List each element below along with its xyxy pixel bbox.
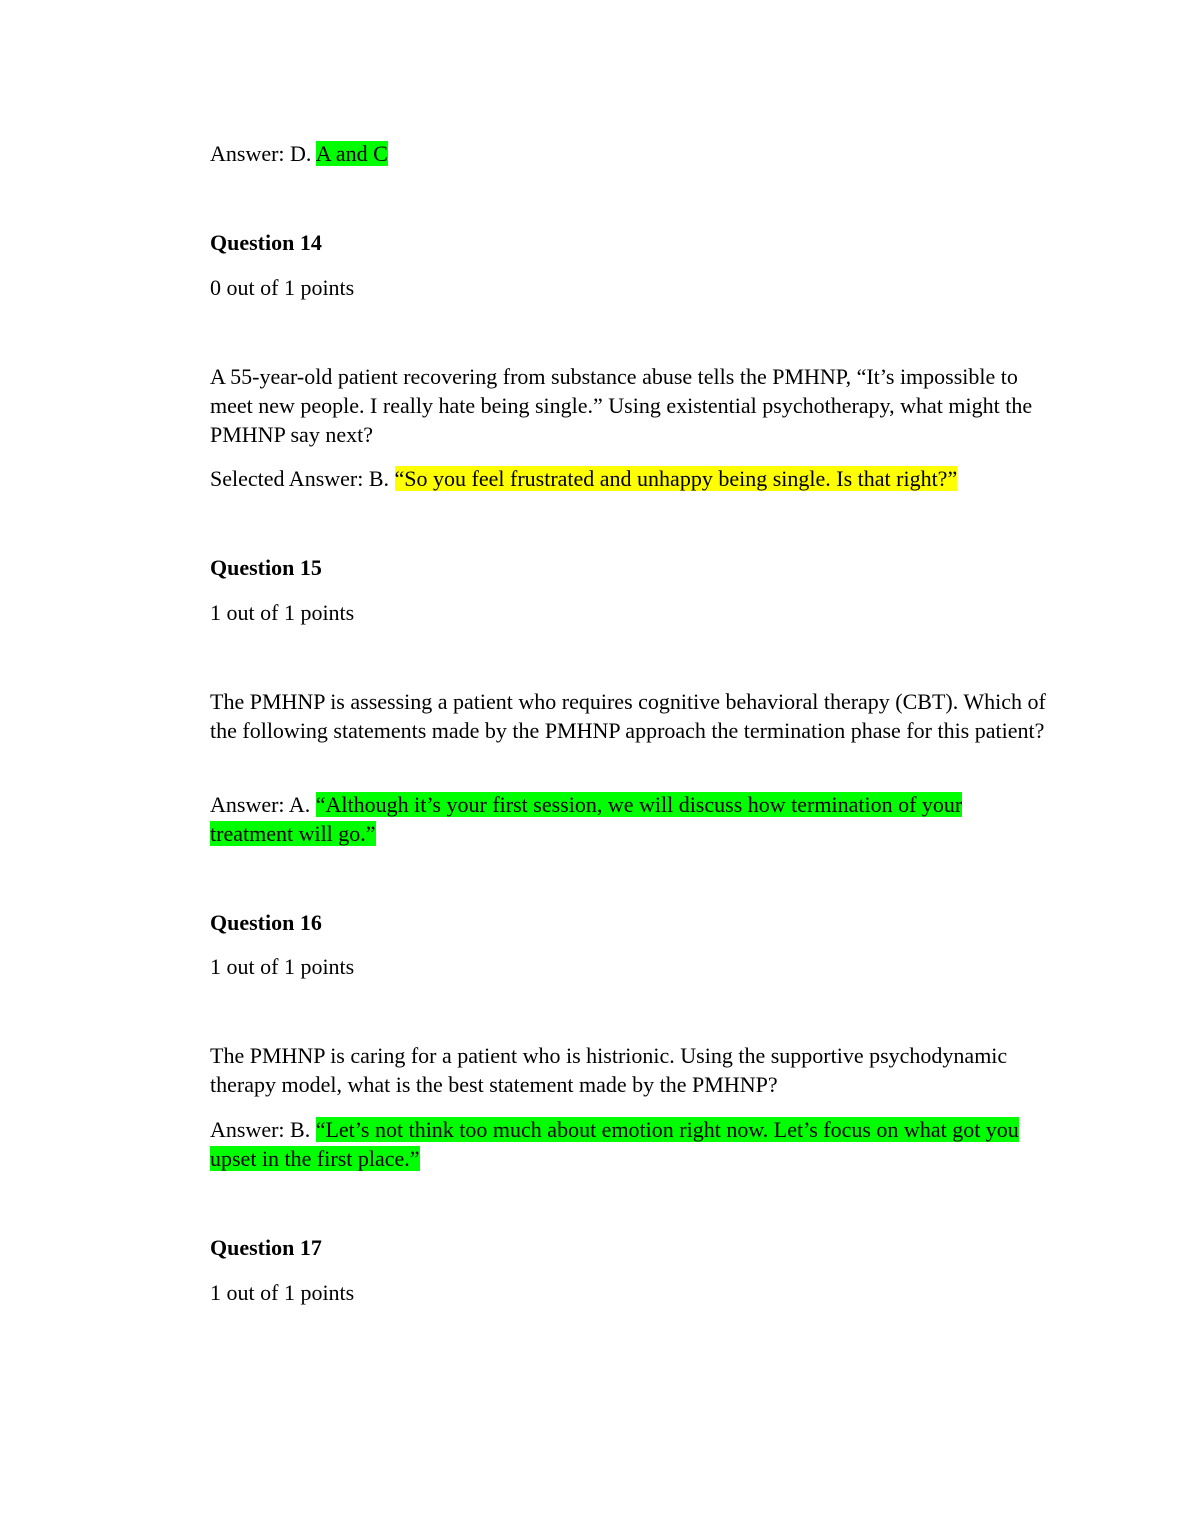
answer-line <box>210 1115 1050 1173</box>
selected-answer-text: “So you feel frustrated and unhappy being single. Is that right?” <box>394 466 958 491</box>
question-title: Question 15 <box>210 555 322 580</box>
answer-prefix: Answer: B. <box>210 1117 316 1142</box>
selected-answer-line <box>210 464 1050 493</box>
answer-line <box>210 139 1050 168</box>
correct-answer-text: A and C <box>315 141 388 166</box>
question-text: The PMHNP is caring for a patient who is histrionic. Using the supportive psychodynamic therapy model, what is the best statement made by the PMHNP? <box>210 1043 1008 1097</box>
answer-prefix: Answer: A. <box>210 792 316 817</box>
question-text: A 55-year-old patient recovering from substance abuse tells the PMHNP, “It’s impossible to meet new people. I really hate being single.” Using existential psychotherapy, what might the PMHNP say next? <box>210 364 1033 447</box>
question-title: Question 17 <box>210 1235 322 1260</box>
answer-prefix: Selected Answer: B. <box>210 466 395 491</box>
correct-answer-text: “Although it’s your first session, we will discuss how termination of your treatment will go.” <box>210 792 963 846</box>
answer-prefix: Answer: D. <box>210 141 316 166</box>
question-points: 1 out of 1 points <box>210 600 355 625</box>
answer-line <box>210 790 1050 848</box>
question-text: The PMHNP is assessing a patient who requires cognitive behavioral therapy (CBT). Which of the following statements made by the PMHNP approach the termination phase for this patient? <box>210 689 1046 743</box>
question-points: 1 out of 1 points <box>210 954 355 979</box>
question-points: 1 out of 1 points <box>210 1280 355 1305</box>
question-points: 0 out of 1 points <box>210 275 355 300</box>
correct-answer-text: “Let’s not think too much about emotion right now. Let’s focus on what got you upset in the first place.” <box>210 1117 1019 1171</box>
question-title: Question 14 <box>210 230 322 255</box>
question-title: Question 16 <box>210 910 322 935</box>
